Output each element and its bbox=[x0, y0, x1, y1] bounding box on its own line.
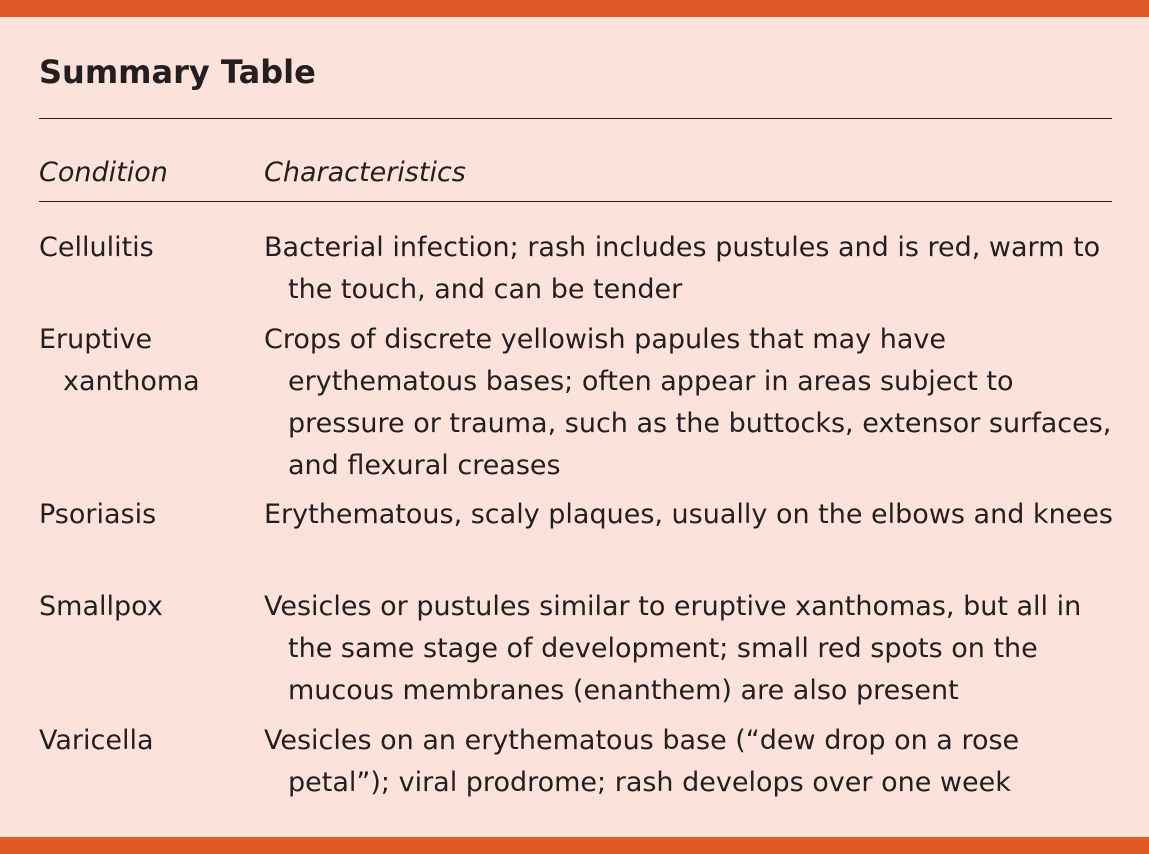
condition-cell: Smallpox bbox=[39, 591, 163, 622]
bottom-accent-bar bbox=[0, 837, 1149, 854]
header-divider bbox=[39, 201, 1112, 202]
column-header-characteristics: Characteristics bbox=[264, 157, 466, 188]
characteristics-cell: Crops of discrete yellowish papules that may have erythematous bases; often appear in areas subject to pressure or trauma, such as the buttocks, extensor surfaces, and flexural creases bbox=[264, 324, 1112, 481]
top-accent-bar bbox=[0, 0, 1149, 17]
characteristics-cell: Vesicles on an erythematous base (“dew drop on a rose petal”); viral prodrome; rash develops over one week bbox=[264, 725, 1020, 798]
condition-cell: Varicella bbox=[39, 725, 154, 756]
condition-cell: Eruptive xanthoma bbox=[39, 324, 200, 397]
condition-cell: Cellulitis bbox=[39, 232, 154, 263]
column-header-condition: Condition bbox=[39, 157, 168, 188]
characteristics-cell: Erythematous, scaly plaques, usually on the elbows and knees bbox=[264, 499, 1113, 530]
table-title: Summary Table bbox=[39, 53, 316, 91]
title-divider bbox=[39, 118, 1112, 119]
condition-cell: Psoriasis bbox=[39, 499, 157, 530]
characteristics-cell: Bacterial infection; rash includes pustules and is red, warm to the touch, and can be tender bbox=[264, 232, 1101, 305]
characteristics-cell: Vesicles or pustules similar to eruptive xanthomas, but all in the same stage of development; small red spots on the mucous membranes (enanthem) are also present bbox=[264, 591, 1082, 706]
